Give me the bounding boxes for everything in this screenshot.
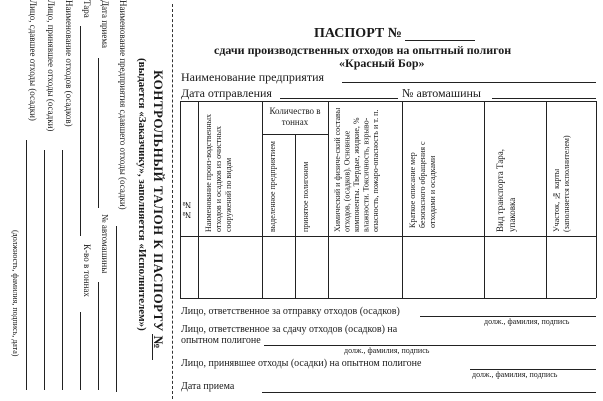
header-transport: Вид транспорта Тара, упаковка (495, 149, 517, 232)
col-sep-1 (198, 101, 199, 298)
stub-line-enterprise: Наименование предприятия сдавшего отходы (осадки) (118, 0, 128, 210)
passport-subtitle-2: «Красный Бор» (339, 56, 425, 70)
header-qty-sub1: выделенное предприятием (268, 141, 277, 232)
responsible-handover-caption: долж., фамилия, подпись (344, 346, 430, 355)
auto-label: № автомашины (402, 86, 481, 100)
stub-line-handed-blank (26, 140, 27, 390)
stub-auto-blank (98, 282, 99, 390)
stub-title-number-line (152, 334, 153, 360)
stub-sign-caption: (должность, фамилия, подпись, дата) (11, 230, 20, 357)
col-sep-2 (262, 101, 263, 298)
responsible-handover-blank (264, 345, 596, 346)
stub-line-waste-blank (62, 150, 63, 390)
responsible-send-caption: долж., фамилия, подпись (484, 317, 570, 326)
stub-subtitle: (выдается «Заказчику», заполняется «Исполнителем») (136, 58, 148, 331)
receive-date-blank (262, 392, 596, 393)
stub-line-enterprise-blank (116, 226, 117, 392)
stub-line-date: Дата приема (100, 0, 110, 48)
auto-blank (492, 98, 596, 99)
col-sep-3 (295, 134, 296, 298)
header-chem: Химический и физиче-ский составы отходов, (осадков). Основные компоненты. Твердые, жидкие, % влажности. Токсичность, взрыво-опасность, пожаро-опасность и т. п. (333, 107, 380, 232)
passport-number-blank (405, 40, 475, 41)
table-top-border (180, 101, 596, 102)
control-stub (0, 0, 170, 401)
table-bottom-border (180, 298, 596, 299)
enterprise-blank (342, 82, 596, 83)
table-right-border (596, 101, 597, 298)
stub-qty-label: К-во в тоннах (82, 244, 92, 297)
stub-line-handed: Лицо, сдавшее отходы (осадки) (28, 0, 38, 121)
stub-line-date-blank (98, 58, 99, 208)
receiver-caption: долж., фамилия, подпись (472, 370, 558, 379)
header-qty-sub2: принятое полигоном (301, 161, 310, 232)
stub-line-received: Лицо, принявшее отходы (осадки) (46, 0, 56, 132)
control-stub-content (0, 0, 170, 401)
stub-line-waste: Наименование отходов (осадков) (64, 0, 74, 127)
passport-subtitle-1: сдачи производственных отходов на опытный полигон (214, 43, 512, 57)
responsible-send-label: Лицо, ответственное за отправку отходов (осадков) (181, 306, 400, 317)
date-blank (280, 98, 398, 99)
stub-line-tara: Тара (82, 0, 92, 18)
header-qty: Количество в тоннах (269, 106, 321, 127)
stub-qty-blank (80, 312, 81, 390)
enterprise-label: Наименование предприятия (181, 70, 325, 84)
stub-title: КОНТРОЛЬНЫЙ ТАЛОН К ПАСПОРТУ № (151, 70, 166, 350)
header-method: Краткое описание мер безопасного обращения с отходами и осадками (408, 141, 437, 228)
passport-title: ПАСПОРТ № (314, 26, 402, 41)
responsible-handover-label-2: опытном полигоне (181, 335, 261, 346)
col-sep-7 (546, 101, 547, 298)
table-left-border (180, 101, 181, 298)
stub-line-received-blank (44, 150, 45, 390)
header-name: Наименование произ-водственных отходов и осадков из очистных сооружений по видам (204, 113, 233, 232)
header-num: №№ (182, 200, 192, 220)
stub-line-tara-blank (80, 26, 81, 236)
cut-line (172, 4, 173, 399)
col-sep-6 (484, 101, 485, 298)
responsible-handover-label-1: Лицо, ответственное за сдачу отходов (осадков) на (181, 324, 398, 335)
table-header-bottom (180, 236, 596, 237)
receiver-label: Лицо, принявшее отходы (осадки) на опытном полигоне (181, 358, 422, 369)
col-sep-5 (402, 101, 403, 298)
stub-auto-label: № автомашины (100, 214, 110, 274)
date-label: Дата отправления (181, 86, 272, 100)
receive-date-label: Дата приема (181, 381, 235, 392)
header-participant: Участок, № карты (заполняется исполнителем) (552, 135, 571, 232)
col-sep-4 (328, 101, 329, 298)
